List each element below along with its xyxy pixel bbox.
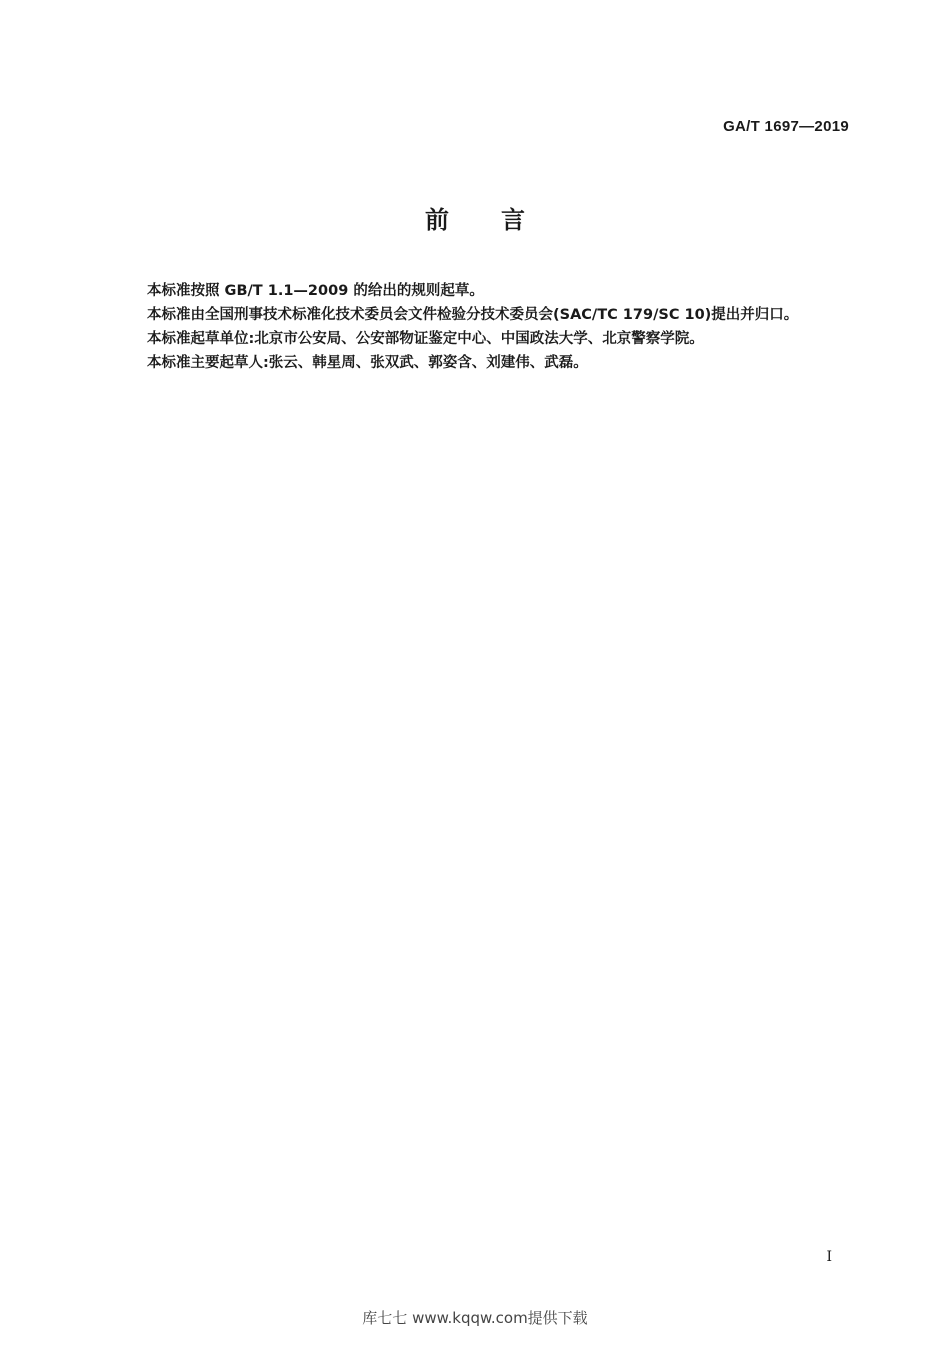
download-watermark: 库七七 www.kqqw.com提供下载 [362, 1309, 588, 1327]
paragraph: 本标准按照 GB/T 1.1—2009 的给出的规则起草。 [147, 283, 484, 299]
page-title [0, 200, 950, 235]
page-number: I [826, 1249, 832, 1265]
paragraph: 本标准起草单位:北京市公安局、公安部物证鉴定中心、中国政法大学、北京警察学院。 [147, 331, 704, 347]
document-code: GA/T 1697—2019 [723, 118, 849, 135]
paragraph: 本标准主要起草人:张云、韩星周、张双武、郭姿含、刘建伟、武磊。 [147, 355, 588, 371]
foreword-body [118, 279, 858, 375]
title-char-1: 前 [425, 206, 449, 234]
paragraph: 本标准由全国刑事技术标准化技术委员会文件检验分技术委员会(SAC/TC 179/SC 10)提出并归口。 [147, 307, 799, 323]
title-char-2: 言 [501, 206, 525, 234]
